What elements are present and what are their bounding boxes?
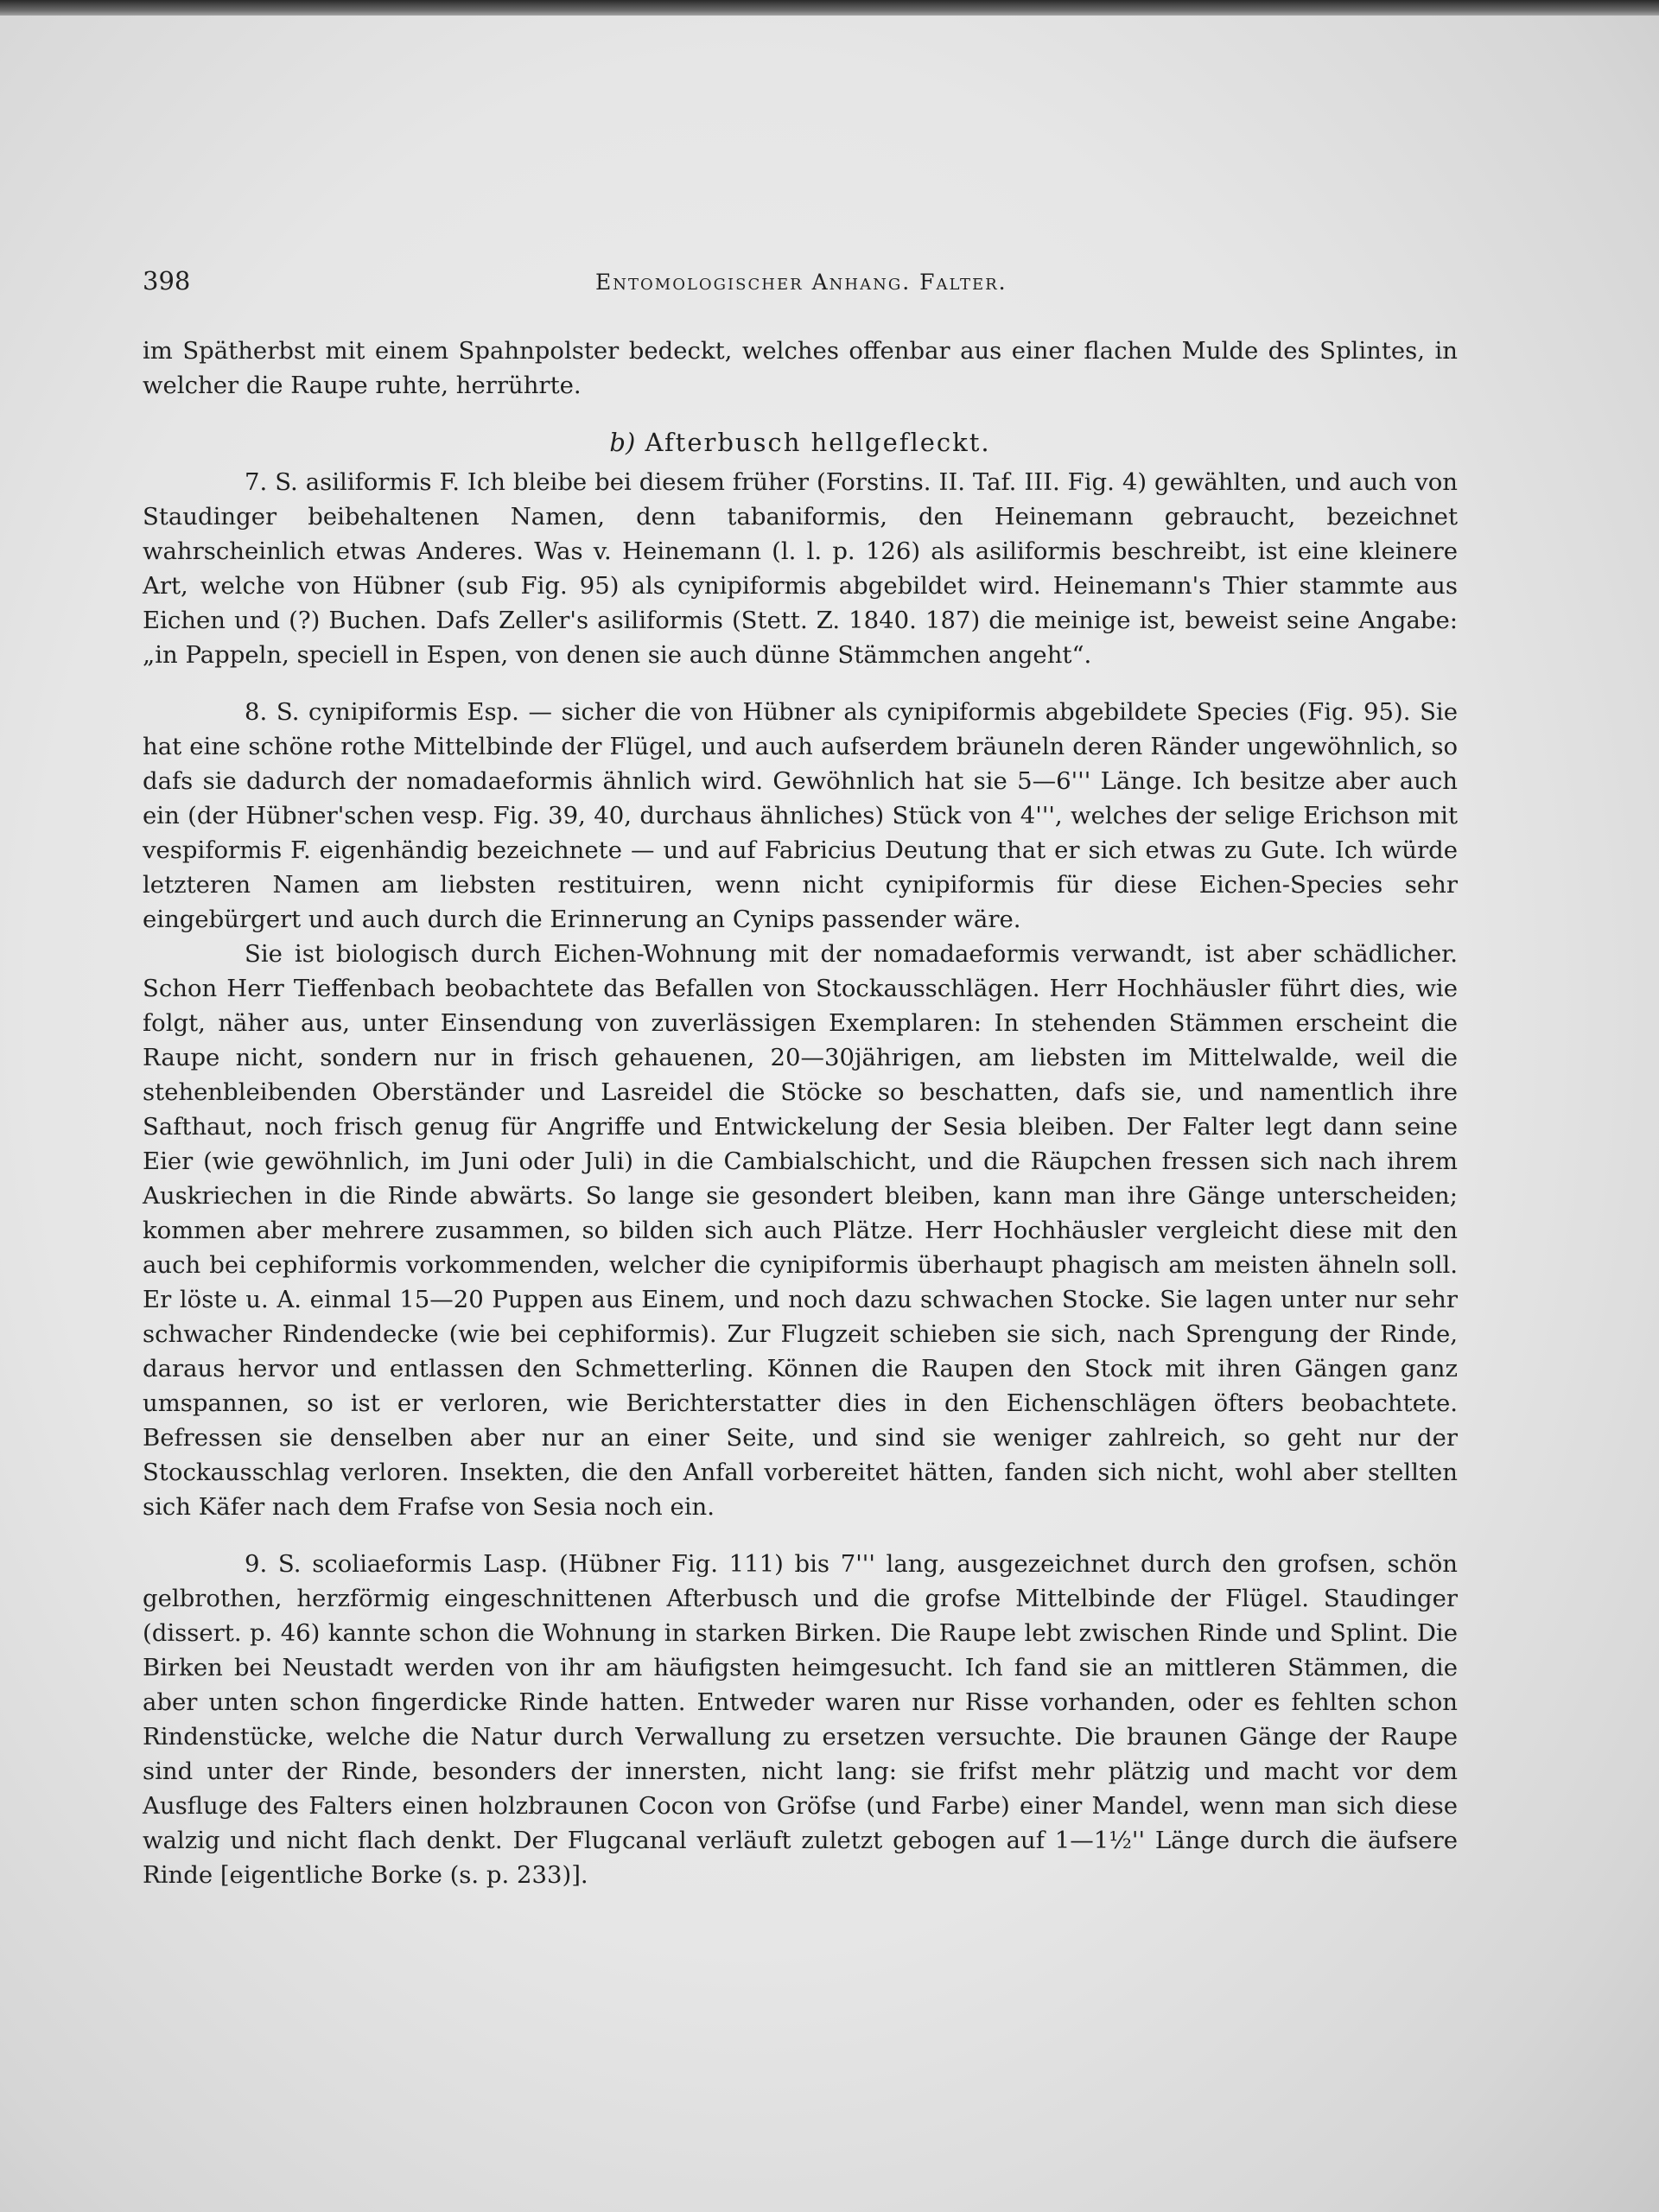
page-header xyxy=(143,266,1456,301)
book-page xyxy=(0,16,1659,2212)
page-body xyxy=(143,334,1458,1892)
scan-top-edge xyxy=(0,0,1659,17)
page-number: 398 xyxy=(143,266,191,296)
paragraph-species-9: 9. S. scoliaeformis Lasp. (Hübner Fig. 111) bis 7''' lang, ausgezeichnet durch den grofsen, schön gelbrothen, herzförmig eingeschnittenen Afterbusch und die grofse Mittelbinde der Flügel. Staudinger (dissert. p. 46) kannte schon die Wohnung in starken Birken. Die Raupe lebt zwischen Rinde und Splint. Die Birken bei Neustadt werden von ihr am häufigsten heimgesucht. Ich fand sie an mittleren Stämmen, die aber unten schon fingerdicke Rinde hatten. Entweder waren nur Risse vorhanden, oder es fehlten schon Rindenstücke, welche die Natur durch Verwallung zu ersetzen versuchte. Die braunen Gänge der Raupe sind unter der Rinde, besonders der innersten, nicht lang: sie frifst mehr plätzig und macht vor dem Ausfluge des Falters einen holzbraunen Cocon von Gröfse (und Farbe) einer Mandel, wenn man sich diese walzig und nicht flach denkt. Der Flugcanal verläuft zuletzt gebogen auf 1—1½'' Länge durch die äufsere Rinde [eigentliche Borke (s. p. 233)]. xyxy=(143,1550,1458,1889)
section-title: Afterbusch hellgefleckt. xyxy=(645,428,991,457)
paragraph-continuation: im Spätherbst mit einem Spahnpolster bedeckt, welches offenbar aus einer flachen Mulde des Splintes, in welcher die Raupe ruhte, herrührte. xyxy=(143,337,1458,399)
paragraph-species-7: 7. S. asiliformis F. Ich bleibe bei diesem früher (Forstins. II. Taf. III. Fig. 4) gewählten, und auch von Staudinger beibehaltenen Namen, denn tabaniformis, den Heinemann gebraucht, bezeichnet wahrscheinlich etwas Anderes. Was v. Heinemann (l. l. p. 126) als asiliformis beschreibt, ist eine kleinere Art, welche von Hübner (sub Fig. 95) als cynipiformis abgebildet wird. Heinemann's Thier stammte aus Eichen und (?) Buchen. Dafs Zeller's asiliformis (Stett. Z. 1840. 187) die meinige ist, beweist seine Angabe: „in Pappeln, speciell in Espen, von denen sie auch dünne Stämmchen angeht“. xyxy=(143,468,1458,669)
paragraph-species-8-biology: Sie ist biologisch durch Eichen-Wohnung mit der nomadaeformis verwandt, ist aber schädlicher. Schon Herr Tieffenbach beobachtete das Befallen von Stockausschlägen. Herr Hochhäusler führt dies, wie folgt, näher aus, unter Einsendung von zuverlässigen Exemplaren: In stehenden Stämmen erscheint die Raupe nicht, sondern nur in frisch gehauenen, 20—30jährigen, am liebsten im Mittelwalde, weil die stehenbleibenden Oberständer und Lasreidel die Stöcke so beschatten, dafs sie, und namentlich ihre Safthaut, noch frisch genug für Angriffe und Entwickelung der Sesia bleiben. Der Falter legt dann seine Eier (wie gewöhnlich, im Juni oder Juli) in die Cambialschicht, und die Räupchen fressen sich nach ihrem Auskriechen in die Rinde abwärts. So lange sie gesondert bleiben, kann man ihre Gänge unterscheiden; kommen aber mehrere zusammen, so bilden sich auch Plätze. Herr Hochhäusler vergleicht diese mit den auch bei cephiformis vorkommenden, welcher die cynipiformis überhaupt phagisch am meisten ähneln soll. Er löste u. A. einmal 15—20 Puppen aus Einem, und noch dazu schwachen Stocke. Sie lagen unter nur sehr schwacher Rindendecke (wie bei cephiformis). Zur Flugzeit schieben sie sich, nach Sprengung der Rinde, daraus hervor und entlassen den Schmetterling. Können die Raupen den Stock mit ihren Gängen ganz umspannen, so ist er verloren, wie Berichterstatter dies in den Eichenschlägen öfters beobachtete. Befressen sie denselben aber nur an einer Seite, und sind sie weniger zahlreich, so geht nur der Stockausschlag verloren. Insekten, die den Anfall vorbereitet hätten, fanden sich nicht, wohl aber stellten sich Käfer nach dem Frafse von Sesia noch ein. xyxy=(143,940,1458,1521)
running-head: Entomologischer Anhang. Falter. xyxy=(595,270,1007,295)
section-letter: b) xyxy=(609,428,636,457)
section-heading xyxy=(143,425,1458,460)
paragraph-species-8: 8. S. cynipiformis Esp. — sicher die von Hübner als cynipiformis abgebildete Species (Fig. 95). Sie hat eine schöne rothe Mittelbinde der Flügel, und auch aufserdem bräuneln deren Ränder ungewöhnlich, so dafs sie dadurch der nomadaeformis ähnlich wird. Gewöhnlich hat sie 5—6''' Länge. Ich besitze aber auch ein (der Hübner'schen vesp. Fig. 39, 40, durchaus ähnliches) Stück von 4''', welches der selige Erichson mit vespiformis F. eigenhändig bezeichnete — und auf Fabricius Deutung that er sich etwas zu Gute. Ich würde letzteren Namen am liebsten restituiren, wenn nicht cynipiformis für diese Eichen-Species sehr eingebürgert und auch durch die Erinnerung an Cynips passender wäre. xyxy=(143,698,1458,933)
